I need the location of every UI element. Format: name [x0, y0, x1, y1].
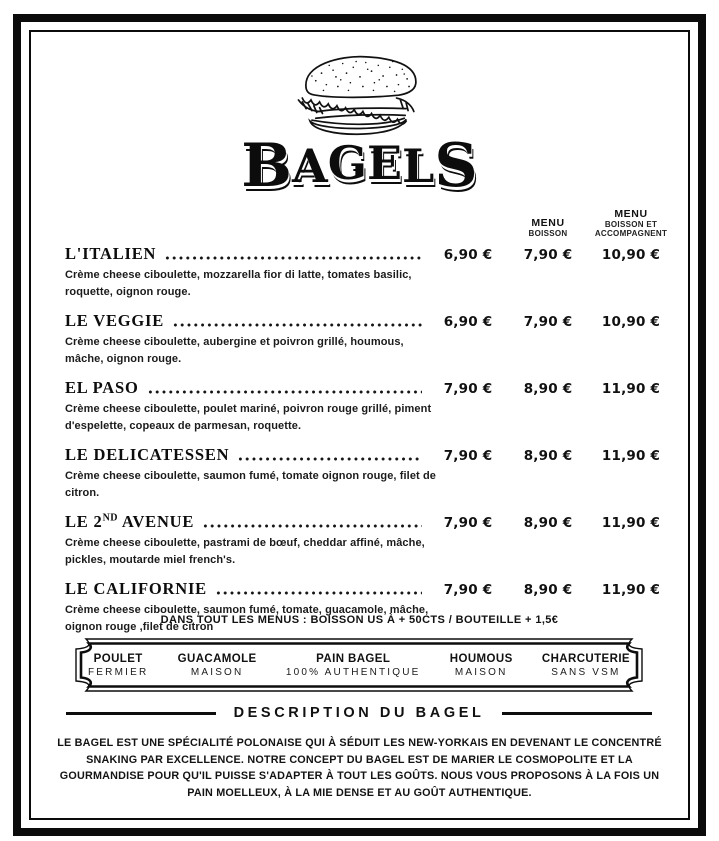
item-description: Crème cheese ciboulette, saumon fumé, tomate oignon rouge, filet de citron.: [65, 470, 436, 499]
col-header-line: MENU: [531, 217, 565, 230]
col-header-line: ACCOMPAGNENT: [594, 229, 668, 239]
item-description: Crème cheese ciboulette, saumon fumé, tomate, guacamole, mâche, oignon rouge ,filet de citron: [65, 604, 429, 633]
price-menu-boisson: 8,90 €: [523, 582, 573, 599]
bagel-sandwich-icon: [280, 50, 440, 150]
item-name: LE CALIFORNIE: [65, 579, 207, 599]
price-menu-complet: 11,90 €: [601, 448, 661, 465]
item-name: EL PASO: [65, 378, 139, 398]
logo-title: [0, 131, 719, 201]
col-header-menu-boisson-accompagnent: [591, 208, 671, 238]
item-description: Crème cheese ciboulette, mozzarella fior di latte, tomates basilic, roquette, oignon rouge.: [65, 269, 412, 298]
logo-letter: L: [402, 139, 435, 193]
menus-note: DANS TOUT LES MENUS : BOISSON US À + 50CTS / BOUTEILLE + 1,5€: [160, 614, 559, 626]
item-name: LE 2ND AVENUE: [65, 512, 195, 532]
badge-title: CHARCUTERIE: [541, 652, 630, 665]
price-solo: 7,90 €: [443, 448, 493, 465]
price-menu-complet: 10,90 €: [601, 247, 661, 264]
dotted-leader: [147, 390, 422, 394]
item-description: Crème cheese ciboulette, poulet mariné, poivron rouge grillé, piment d'espelette, copeaux de parmesan, roquette.: [65, 403, 432, 432]
logo-letter: A: [291, 139, 328, 193]
badge-subtitle: 100% AUTHENTIQUE: [285, 666, 421, 678]
badge-subtitle: MAISON: [454, 666, 508, 678]
price-menu-complet: 11,90 €: [601, 582, 661, 599]
logo-letter: S: [434, 131, 478, 201]
col-header-line: BOISSON ET: [604, 220, 658, 230]
description-text: LE BAGEL EST UNE SPÉCIALITÉ POLONAISE QUI À SÉDUIT LES NEW-YORKAIS EN DEVENANT LE CONCENTRÉ SNAKING PAR EXCELLENCE. NOTRE CONCEPT DU BAGEL EST DE MARIER LE COSMOPOLITE ET LA GOURMANDISE POUR QU'IL PUISSE S'ADAPTER À TOUT LES GOÛTS. NOUS VOUS PROPOSONS À LA FOIS UN PAIN MOELLEUX, À LA MIE DENSE ET AU GOÛT AUTHENTIQUE.: [57, 737, 662, 799]
badge-pain-bagel: [286, 653, 421, 678]
price-solo: 7,90 €: [443, 582, 493, 599]
item-description: Crème cheese ciboulette, pastrami de bœuf, cheddar affiné, mâche, pickles, moutarde miel french's.: [65, 537, 425, 566]
price-solo: 7,90 €: [443, 515, 493, 532]
badge-title: POULET: [93, 652, 143, 665]
dotted-leader: [172, 323, 422, 327]
dotted-leader: [237, 457, 422, 461]
logo-letter: B: [241, 131, 292, 201]
menu-item-el-paso: [65, 378, 671, 434]
dotted-leader: [164, 256, 422, 260]
description-heading: [66, 705, 652, 721]
col-header-line: BOISSON: [528, 229, 568, 239]
logo-letter: G: [327, 136, 367, 190]
menu-item-le-veggie: [65, 311, 671, 367]
dotted-leader: [202, 524, 422, 528]
badge-title: PAIN BAGEL: [316, 652, 391, 665]
price-solo: 6,90 €: [443, 314, 493, 331]
dotted-leader: [215, 591, 422, 595]
menu-item-le-californie: [65, 579, 671, 635]
description-title: DESCRIPTION DU BAGEL: [233, 705, 485, 721]
price-menu-boisson: 8,90 €: [523, 515, 573, 532]
menu-item-le-delicatessen: [65, 445, 671, 501]
price-menu-boisson: 8,90 €: [523, 381, 573, 398]
price-menu-complet: 11,90 €: [601, 381, 661, 398]
col-header-line: MENU: [614, 208, 648, 220]
price-menu-boisson: 7,90 €: [523, 314, 573, 331]
badge-charcuterie: [542, 653, 630, 678]
menu-item-litalien: [65, 244, 671, 300]
heading-rule-left: [66, 712, 216, 715]
description-body: [0, 735, 719, 801]
badge-poulet: [88, 653, 148, 678]
price-solo: 7,90 €: [443, 381, 493, 398]
badge-subtitle: FERMIER: [88, 666, 149, 678]
menu-item-le-2nd-avenue: [65, 512, 671, 568]
quality-plaque: [66, 636, 652, 694]
badge-title: HOUMOUS: [449, 652, 513, 665]
item-description: Crème cheese ciboulette, aubergine et poivron grillé, houmous, mâche, oignon rouge.: [65, 336, 404, 365]
item-name: LE DELICATESSEN: [65, 445, 230, 465]
price-menu-complet: 11,90 €: [601, 515, 661, 532]
price-menu-boisson: 7,90 €: [523, 247, 573, 264]
heading-rule-right: [502, 712, 652, 715]
badges-row: [88, 642, 630, 688]
logo-letter: E: [366, 136, 403, 190]
logo-block: [0, 50, 719, 201]
menu-table: [65, 208, 671, 646]
price-menu-boisson: 8,90 €: [523, 448, 573, 465]
badge-subtitle: MAISON: [190, 666, 244, 678]
item-name: L'ITALIEN: [65, 244, 157, 264]
item-name: LE VEGGIE: [65, 311, 165, 331]
badge-title: GUACAMOLE: [177, 652, 257, 665]
badge-houmous: [450, 653, 513, 678]
price-column-headers: [65, 208, 671, 238]
badge-guacamole: [178, 653, 257, 678]
price-menu-complet: 10,90 €: [601, 314, 661, 331]
badge-subtitle: SANS VSM: [551, 666, 621, 678]
col-header-menu-boisson: [508, 217, 588, 238]
price-solo: 6,90 €: [443, 247, 493, 264]
